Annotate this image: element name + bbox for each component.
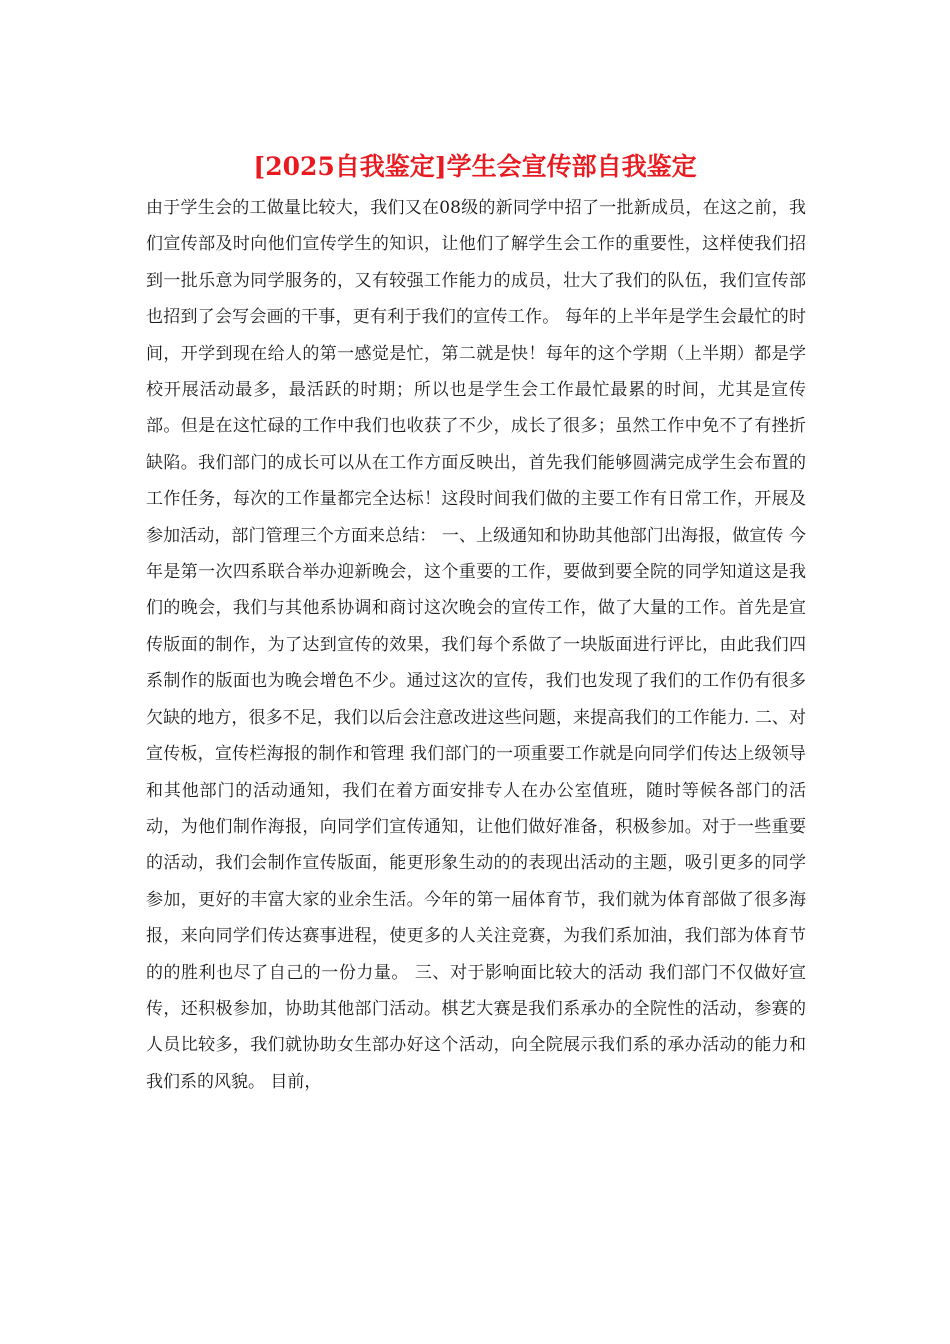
document-title: [2025自我鉴定]学生会宣传部自我鉴定: [253, 152, 697, 181]
document-body-paragraph: 由于学生会的工做量比较大，我们又在08级的新同学中招了一批新成员，在这之前，我们宣传部及时向他们宣传学生的知识，让他们了解学生会工作的重要性，这样使我们招到一批乐意为同学服务的，又有较强工作能力的成员，壮大了我们的队伍，我们宣传部也招到了会写会画的干事，更有利于我们的宣传工作。 每年的上半年是学生会最忙的时间，开学到现在给人的第一感觉是忙，第二就是快！每年的这个学期（上半期）都是学校开展活动最多，最活跃的时期；所以也是学生会工作最忙最累的时间，尤其是宣传部。但是在这忙碌的工作中我们也收获了不少，成长了很多；虽然工作中免不了有挫折缺陷。我们部门的成长可以从在工作方面反映出，首先我们能够圆满完成学生会布置的工作任务，每次的工作量都完全达标！这段时间我们做的主要工作有日常工作，开展及参加活动，部门管理三个方面来总结： 一、上级通知和协助其他部门出海报，做宣传 今年是第一次四系联合举办迎新晚会，这个重要的工作，要做到要全院的同学知道这是我们的晚会，我们与其他系协调和商讨这次晚会的宣传工作，做了大量的工作。首先是宣传版面的制作，为了达到宣传的效果，我们每个系做了一块版面进行评比，由此我们四系制作的版面也为晚会增色不少。通过这次的宣传，我们也发现了我们的工作仍有很多欠缺的地方，很多不足，我们以后会注意改进这些问题，来提高我们的工作能力. 二、对宣传板，宣传栏海报的制作和管理 我们部门的一项重要工作就是向同学们传达上级领导和其他部门的活动通知，我们在着方面安排专人在办公室值班，随时等候各部门的活动，为他们制作海报，向同学们宣传通知，让他们做好准备，积极参加。对于一些重要的活动，我们会制作宣传版面，能更形象生动的的表现出活动的主题，吸引更多的同学参加，更好的丰富大家的业余生活。今年的第一届体育节，我们就为体育部做了很多海报，来向同学们传达赛事进程，使更多的人关注竞赛，为我们系加油，我们部为体育节的的胜利也尽了自己的一份力量。 三、对于影响面比较大的活动 我们部门不仅做好宣传，还积极参加，协助其他部门活动。棋艺大赛是我们系承办的全院性的活动，参赛的人员比较多，我们就协助女生部办好这个活动，向全院展示我们系的承办活动的能力和我们系的风貌。 目前，: [146, 198, 806, 1092]
